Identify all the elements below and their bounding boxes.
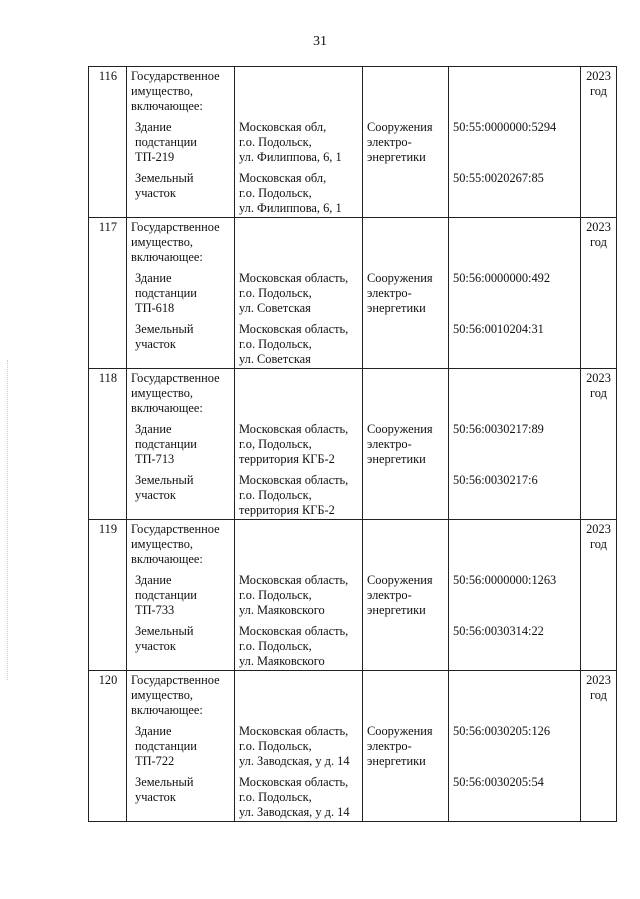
year-cell: 2023 год: [581, 671, 617, 822]
land-cadastral-number: 50:56:0030217:6: [453, 473, 538, 487]
building-cadastral-number: 50:55:0000000:5294: [453, 120, 557, 134]
land-cadastral-number: 50:55:0020267:85: [453, 171, 544, 185]
object-name-cell: [127, 671, 235, 822]
cadastral-cell: [449, 67, 581, 218]
object-heading: Государственное имущество, включающее:: [131, 220, 220, 264]
row-number: 119: [89, 520, 127, 671]
land-cadastral-number: 50:56:0030205:54: [453, 775, 544, 789]
object-land-name: Земельный участок: [135, 473, 194, 502]
object-name-cell: [127, 520, 235, 671]
cadastral-cell: [449, 671, 581, 822]
building-kind: Сооружения электро- энергетики: [367, 120, 433, 164]
building-address: Московская область, г.о. Подольск, ул. Советская: [239, 271, 349, 315]
building-kind: Сооружения электро- энергетики: [367, 422, 433, 466]
object-land-name: Земельный участок: [135, 171, 194, 200]
object-land-name: Земельный участок: [135, 322, 194, 351]
address-cell: [235, 218, 363, 369]
table-row: [89, 671, 617, 822]
object-building-name: Здание подстанции ТП-722: [135, 724, 197, 768]
building-address: Московская область, г.о. Подольск, ул. Заводская, у д. 14: [239, 724, 350, 768]
page-number: 31: [313, 34, 327, 49]
building-address: Московская обл, г.о. Подольск, ул. Филиппова, 6, 1: [239, 120, 342, 164]
object-building-name: Здание подстанции ТП-713: [135, 422, 197, 466]
land-address: Московская область, г.о. Подольск, ул. Маяковского: [239, 624, 349, 668]
row-number: 120: [89, 671, 127, 822]
land-address: Московская область, г.о. Подольск, ул. Заводская, у д. 14: [239, 775, 350, 819]
year-cell: 2023 год: [581, 520, 617, 671]
object-land-name: Земельный участок: [135, 624, 194, 653]
object-heading: Государственное имущество, включающее:: [131, 522, 220, 566]
year-cell: 2023 год: [581, 67, 617, 218]
row-number: 118: [89, 369, 127, 520]
object-building-name: Здание подстанции ТП-618: [135, 271, 197, 315]
object-name-cell: [127, 369, 235, 520]
address-cell: [235, 369, 363, 520]
land-address: Московская область, г.о. Подольск, ул. Советская: [239, 322, 349, 366]
land-address: Московская область, г.о. Подольск, территория КГБ-2: [239, 473, 349, 517]
kind-cell: [363, 218, 449, 369]
object-building-name: Здание подстанции ТП-733: [135, 573, 197, 617]
building-kind: Сооружения электро- энергетики: [367, 573, 433, 617]
kind-cell: [363, 67, 449, 218]
object-land-name: Земельный участок: [135, 775, 194, 804]
kind-cell: [363, 671, 449, 822]
cadastral-cell: [449, 218, 581, 369]
property-table: [88, 66, 617, 822]
object-name-cell: [127, 67, 235, 218]
object-building-name: Здание подстанции ТП-219: [135, 120, 197, 164]
building-address: Московская область, г.о. Подольск, ул. Маяковского: [239, 573, 349, 617]
address-cell: [235, 67, 363, 218]
land-cadastral-number: 50:56:0030314:22: [453, 624, 544, 638]
object-heading: Государственное имущество, включающее:: [131, 371, 220, 415]
land-cadastral-number: 50:56:0010204:31: [453, 322, 544, 336]
address-cell: [235, 671, 363, 822]
building-cadastral-number: 50:56:0030217:89: [453, 422, 544, 436]
building-cadastral-number: 50:56:0000000:492: [453, 271, 551, 285]
building-kind: Сооружения электро- энергетики: [367, 724, 433, 768]
object-heading: Государственное имущество, включающее:: [131, 69, 220, 113]
building-kind: Сооружения электро- энергетики: [367, 271, 433, 315]
land-address: Московская обл, г.о. Подольск, ул. Филиппова, 6, 1: [239, 171, 342, 215]
object-heading: Государственное имущество, включающее:: [131, 673, 220, 717]
table-row: [89, 369, 617, 520]
property-table-body: [89, 67, 617, 822]
address-cell: [235, 520, 363, 671]
table-row: [89, 520, 617, 671]
row-number: 117: [89, 218, 127, 369]
cadastral-cell: [449, 369, 581, 520]
kind-cell: [363, 520, 449, 671]
building-cadastral-number: 50:56:0030205:126: [453, 724, 551, 738]
year-cell: 2023 год: [581, 369, 617, 520]
scan-artifact-line: [7, 360, 9, 680]
building-cadastral-number: 50:56:0000000:1263: [453, 573, 557, 587]
building-address: Московская область, г.о, Подольск, территория КГБ-2: [239, 422, 349, 466]
table-row: [89, 218, 617, 369]
year-cell: 2023 год: [581, 218, 617, 369]
cadastral-cell: [449, 520, 581, 671]
table-row: [89, 67, 617, 218]
kind-cell: [363, 369, 449, 520]
row-number: 116: [89, 67, 127, 218]
object-name-cell: [127, 218, 235, 369]
